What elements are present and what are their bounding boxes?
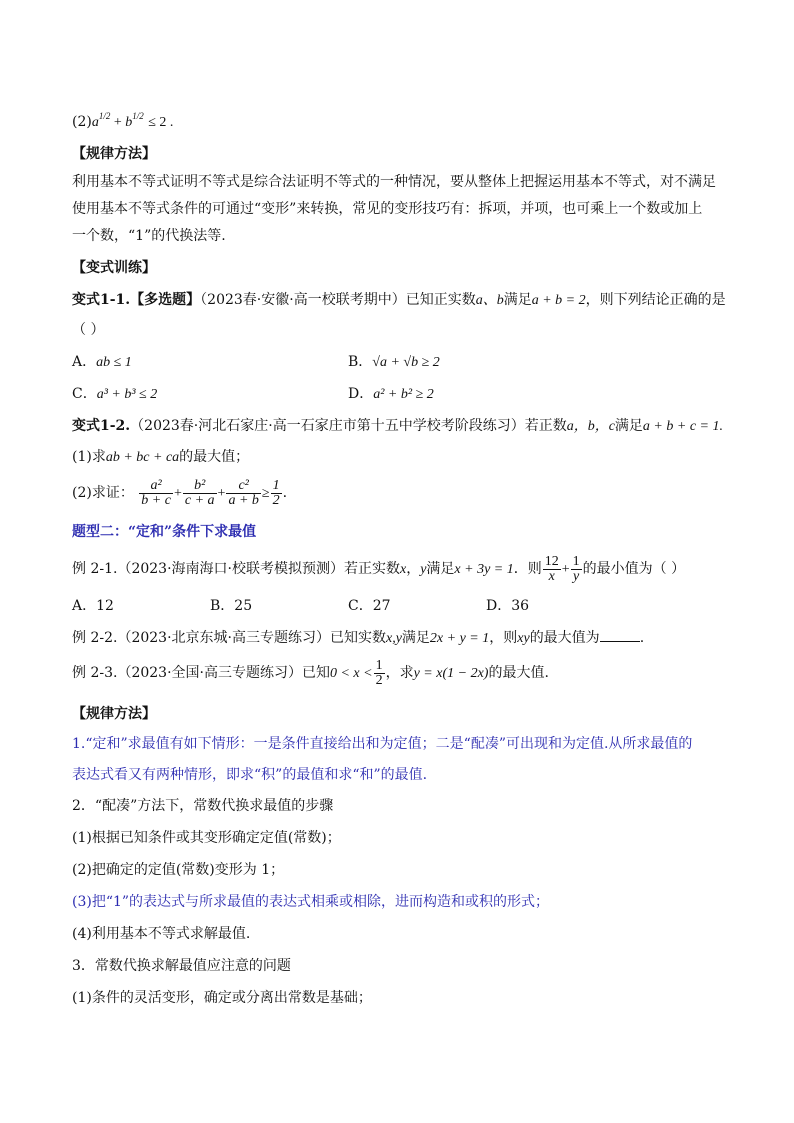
example-2-3: 例 2-3.（2023·全国·高三专题练习）已知0 < x < $\frac{1}{2}$ ，求y = x(1 − 2x)的最大值. bbox=[72, 657, 549, 688]
section-heading-method-2: 【规律方法】 bbox=[72, 706, 156, 722]
example-2-2: 例 2-2.（2023·北京东城·高三专题练习）已知实数x,y满足2x + y = 1，则xy的最大值为 . bbox=[72, 630, 645, 646]
sub-question-1: (1)求ab + bc + ca的最大值； bbox=[72, 449, 250, 465]
formula: a + b + c = 1. bbox=[642, 419, 723, 434]
question-variant-1-2: 变式1-2.（2023春·河北石家庄·高一石家庄市第十五中学校考阶段练习）若正数a，b，c满足a + b + c = 1. bbox=[72, 418, 723, 434]
option-c: C．a³ + b³ ≤ 2 bbox=[72, 386, 158, 402]
answer-bracket: （ ） bbox=[72, 322, 105, 338]
paragraph-line: (1)条件的灵活变形，确定或分离出常数是基础； bbox=[72, 990, 372, 1006]
fraction: $\frac{1}{2}$ bbox=[272, 477, 280, 508]
fraction: $\frac{12}{x}$ bbox=[544, 553, 559, 584]
formula: a，b，c bbox=[566, 419, 615, 434]
paragraph-line: 利用基本不等式证明不等式是综合法证明不等式的一种情况，要从整体上把握运用基本不等式，对不满足 bbox=[72, 174, 716, 190]
paragraph-line: (4)利用基本不等式求解最值. bbox=[72, 926, 251, 942]
fraction: $\frac{\text{a²}}{b + c}$ bbox=[141, 477, 171, 508]
option-b: B．√a + √b ≥ 2 bbox=[348, 354, 440, 370]
answer-blank bbox=[600, 629, 640, 642]
option-a: A．ab ≤ 1 bbox=[72, 354, 132, 370]
paragraph-line: 1.“定和”求最值有如下情形：一是条件直接给出和为定值；二是“配凑”可出现和为定值.从所求最值的 bbox=[72, 736, 693, 752]
formula: a + b = 2 bbox=[531, 293, 586, 308]
sub-question-2: (2)求证： $\frac{\text{a²}}{b + c}$ + $\frac{\text{b²}}{c + a}$ + $\frac{\text{c²}}{a + b}$ ≥ $\frac{1}{2}$ . bbox=[72, 477, 288, 508]
paragraph-line: (1)根据已知条件或其变形确定定值(常数)； bbox=[72, 830, 341, 846]
question-number: 变式1-2. bbox=[72, 418, 131, 434]
formula-a-sqrt: $a^{1/2} + b^{1/2}$ bbox=[91, 111, 144, 130]
fraction: $\frac{\text{c²}}{a + b}$ bbox=[228, 477, 259, 508]
paragraph-line: 2．“配凑”方法下，常数代换求最值的步骤 bbox=[72, 798, 334, 814]
option-d: D．a² + b² ≥ 2 bbox=[348, 386, 434, 402]
option-b: B．25 bbox=[210, 598, 253, 614]
line-part2-inequality bbox=[72, 106, 173, 133]
section-heading-practice: 【变式训练】 bbox=[72, 260, 156, 276]
option-a: A．12 bbox=[72, 598, 114, 614]
question-tag: 【多选题】 bbox=[130, 292, 201, 308]
formula: a、b bbox=[475, 293, 504, 308]
section-heading-type-2: 题型二：“定和”条件下求最值 bbox=[72, 524, 257, 540]
section-heading-method: 【规律方法】 bbox=[72, 146, 156, 162]
example-2-1: 例 2-1.（2023·海南海口·校联考模拟预测）若正实数x，y满足x + 3y = 1．则 $\frac{12}{x}$ + $\frac{1}{y}$ 的最小值为（ ） bbox=[72, 553, 686, 584]
fraction: $\frac{1}{2}$ bbox=[375, 657, 383, 688]
question-variant-1-1: 变式1-1.【多选题】（2023春·安徽·高一校联考期中）已知正实数a、b满足a + b = 2，则下列结论正确的是 bbox=[72, 292, 726, 308]
item-label: (2) bbox=[72, 114, 92, 130]
question-number: 变式1-1. bbox=[72, 292, 131, 308]
paragraph-line: 3．常数代换求解最值应注意的问题 bbox=[72, 958, 291, 974]
fraction: $\frac{1}{y}$ bbox=[572, 553, 580, 584]
formula-tail: ≤ 2 . bbox=[148, 115, 174, 130]
paragraph-line: 一个数，“1”的代换法等. bbox=[72, 228, 226, 244]
formula: ab + bc + ca bbox=[105, 450, 180, 465]
option-d: D．36 bbox=[486, 598, 530, 614]
fraction: $\frac{\text{b²}}{c + a}$ bbox=[184, 477, 215, 508]
option-c: C．27 bbox=[348, 598, 391, 614]
paragraph-line: 使用基本不等式条件的可通过“变形”来转换，常见的变形技巧有：拆项，并项，也可乘上一个数或加上 bbox=[72, 201, 703, 217]
paragraph-line: (3)把“1”的表达式与所求最值的表达式相乘或相除，进而构造和或积的形式； bbox=[72, 894, 550, 910]
paragraph-line: (2)把确定的定值(常数)变形为 1； bbox=[72, 862, 285, 878]
paragraph-line: 表达式看又有两种情形，即求“积”的最值和求“和”的最值. bbox=[72, 767, 428, 783]
